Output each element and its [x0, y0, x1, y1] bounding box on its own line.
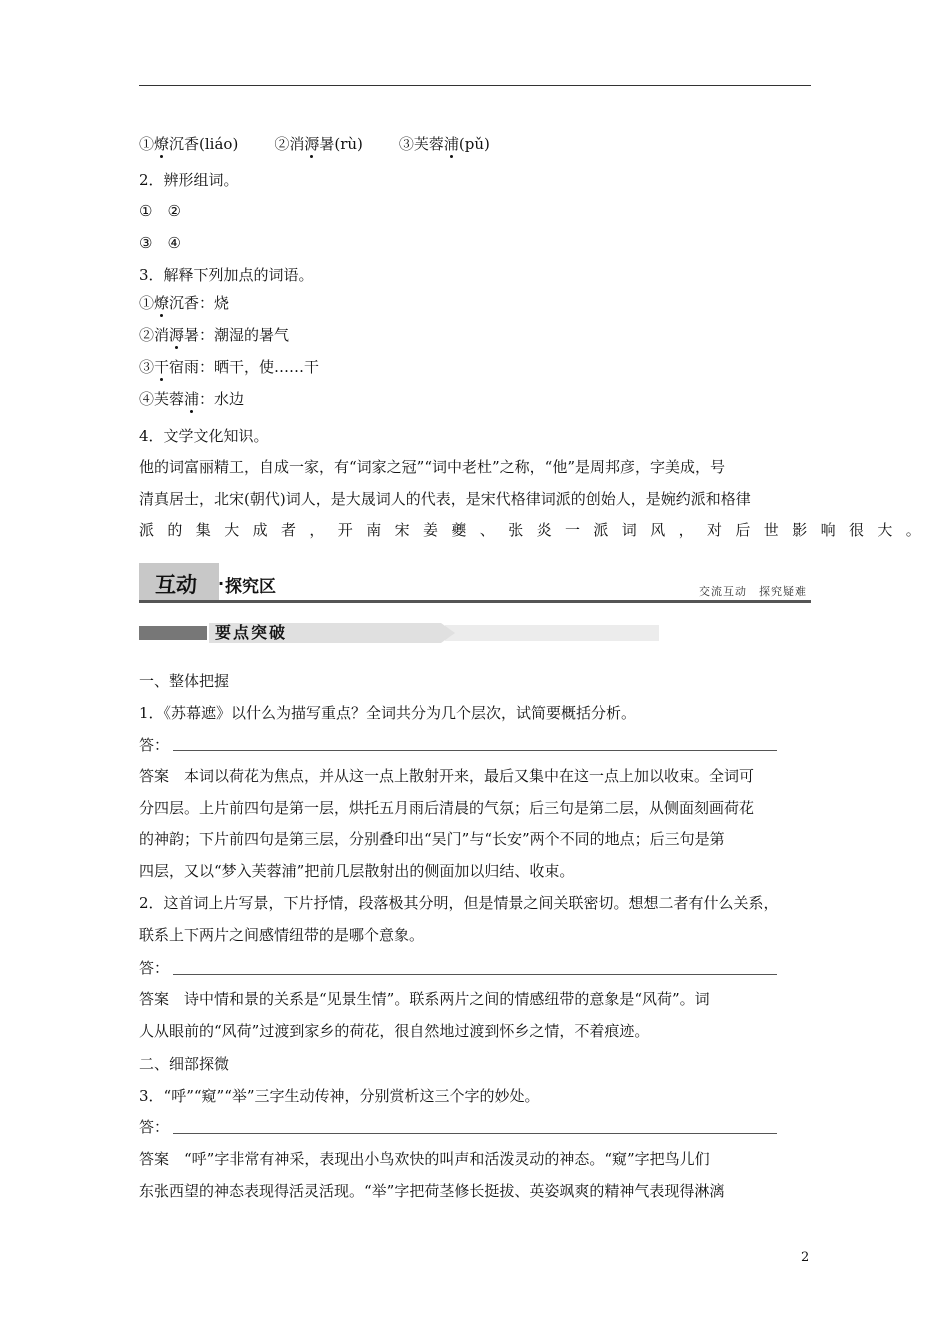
answer-prompt: 答： [139, 736, 170, 754]
paragraph-line: 分四层。上片前四句是第一层，烘托五月雨后清晨的气氛；后三句是第二层，从侧面刻画荷花 [139, 798, 755, 817]
answer-blank[interactable] [173, 974, 777, 975]
item-prefix: ②消 [139, 326, 170, 344]
part-1-heading: 一、整体把握 [139, 672, 230, 690]
item-prefix: ③ [139, 358, 155, 376]
question-4-paragraph [139, 452, 935, 547]
section-rule [139, 600, 811, 603]
question-3-heading: 3．解释下列加点的词语。 [139, 266, 314, 284]
answer-3-paragraph [139, 1144, 811, 1207]
item-text: 暑：潮湿的暑气 [184, 326, 290, 344]
dotted-char: 浦 [184, 390, 200, 408]
paragraph-line: 四层，又以“梦入芙蓉浦”把前几层散射出的侧面加以归结、收束。 [139, 861, 575, 880]
answer-1-paragraph [139, 761, 811, 887]
paragraph-line: 答案 本词以荷花为焦点，并从这一点上散射开来，最后又集中在这一点上加以收束。全词可 [139, 767, 755, 785]
item-text: 宿雨：晒干，使……干 [169, 358, 320, 376]
pinyin-line [139, 134, 490, 154]
section-header-interactive [139, 563, 811, 603]
pinyin-item-1-rest: 沉香(liáo) [169, 135, 239, 153]
question-4-heading: 4．文学文化知识。 [139, 427, 269, 445]
answer-blank[interactable] [173, 750, 777, 751]
answer-prompt: 答： [139, 959, 170, 977]
paragraph-line: 派的集大成者，开南宋姜夔、张炎一派词风，对后世影响很大。 [139, 521, 935, 539]
keypoint-banner [139, 623, 521, 643]
page-number: 2 [801, 1250, 810, 1265]
paragraph-line: 联系上下两片之间感情纽带的是哪个意象。 [139, 925, 425, 944]
dotted-char: 溽 [304, 135, 320, 153]
answer-blank[interactable] [173, 1133, 777, 1134]
dotted-char: 溽 [169, 326, 185, 344]
dotted-char: 燎 [154, 135, 170, 153]
item-text: ：水边 [199, 390, 245, 408]
section-title: 探究区 [225, 577, 276, 597]
banner-label: 要点突破 [215, 623, 288, 642]
question-1: 1．《苏幕遮》以什么为描写重点？全词共分为几个层次，试简要概括分析。 [139, 704, 637, 722]
question-3: 3．“呼”“窥”“举”三字生动传神，分别赏析这三个字的妙处。 [139, 1087, 540, 1105]
question-2-heading: 2．辨形组词。 [139, 171, 239, 189]
pinyin-item-1-prefix: ① [139, 135, 155, 153]
paragraph-line: 他的词富丽精工，自成一家，有“词家之冠”“词中老杜”之称，“他”是周邦彦，字美成，号 [139, 458, 726, 476]
pinyin-item-3-rest: (pǔ) [458, 135, 490, 153]
section-separator: · [218, 574, 225, 593]
header-rule [139, 85, 811, 86]
paragraph-line: 人从眼前的“风荷”过渡到家乡的荷花，很自然地过渡到怀乡之情，不着痕迹。 [139, 1021, 650, 1040]
section-tab-label: 互动 [155, 573, 197, 597]
item-text: 沉香：烧 [169, 294, 230, 312]
pinyin-item-3-prefix: ③芙蓉 [398, 135, 444, 153]
item-prefix: ① [139, 294, 155, 312]
pinyin-item-2-prefix: ②消 [274, 135, 305, 153]
paragraph-line: 答案 “呼”字非常有神采，表现出小鸟欢快的叫声和活泼灵动的神态。“窥”字把鸟儿们 [139, 1150, 710, 1168]
question-3-item-3 [139, 357, 319, 377]
banner-arrow-icon [441, 623, 455, 643]
answer-prompt: 答： [139, 1118, 170, 1136]
dotted-char: 浦 [443, 135, 459, 153]
pinyin-item-2-rest: 暑(rù) [319, 135, 363, 153]
dotted-char: 燎 [154, 294, 170, 312]
section-subtitle: 交流互动 探究疑难 [699, 585, 807, 598]
question-3-item-4 [139, 389, 244, 409]
paragraph-line: 2．这首词上片写景，下片抒情，段落极其分明，但是情景之间关联密切。想想二者有什么关系， [139, 894, 779, 912]
question-2-paragraph [139, 888, 811, 951]
dotted-char: 干 [154, 358, 170, 376]
question-2-row-2: ③ ④ [139, 234, 181, 252]
paragraph-line: 清真居士，北宋(朝代)词人，是大晟词人的代表，是宋代格律词派的创始人，是婉约派和格律 [139, 489, 751, 508]
paragraph-line: 答案 诗中情和景的关系是“见景生情”。联系两片之间的情感纽带的意象是“风荷”。词 [139, 990, 710, 1008]
banner-fade [445, 625, 659, 641]
question-3-item-1 [139, 293, 229, 313]
item-prefix: ④芙蓉 [139, 390, 185, 408]
paragraph-line: 东张西望的神态表现得活灵活现。“举”字把荷茎修长挺拔、英姿飒爽的精神气表现得淋漓 [139, 1181, 725, 1200]
part-2-heading: 二、细部探微 [139, 1055, 230, 1073]
paragraph-line: 的神韵；下片前四句是第三层，分别叠印出“吴门”与“长安”两个不同的地点；后三句是第 [139, 830, 725, 848]
question-2-row-1: ① ② [139, 202, 181, 220]
answer-2-paragraph [139, 984, 811, 1047]
question-3-item-2 [139, 325, 289, 345]
banner-dark-block [139, 626, 207, 640]
